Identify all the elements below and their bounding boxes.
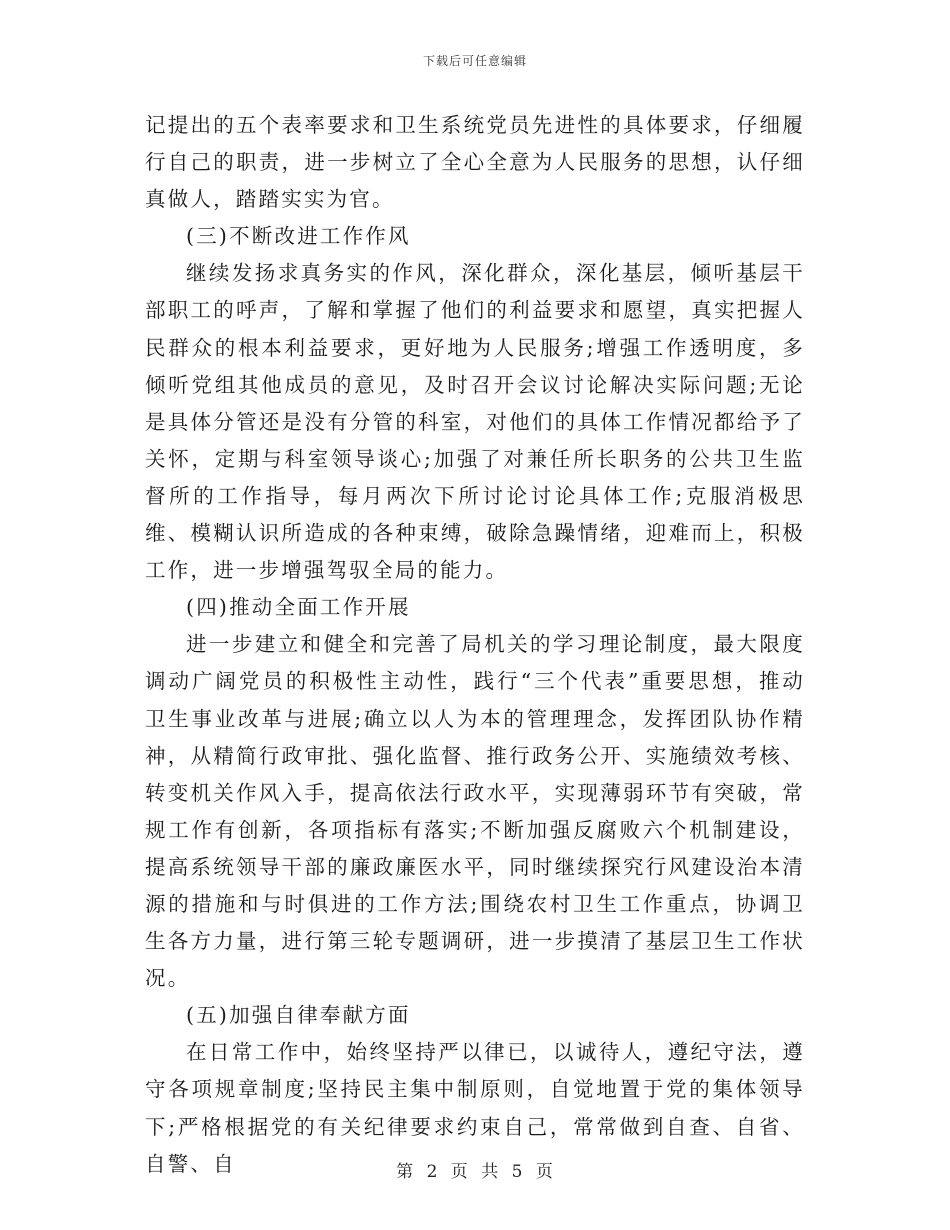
paragraph-section-4: 进一步建立和健全和完善了局机关的学习理论制度，最大限度调动广阔党员的积极性主动性，践行“三个代表”重要思想，推动卫生事业改革与进展;确立以人为本的管理理念，发挥团队协作精神，从精简行政审批、强化监督、推行政务公开、实施绩效考核、转变机关作风入手，提高依法行政水平，实现薄弱环节有突破，常规工作有创新，各项指标有落实;不断加强反腐败六个机制建设，提高系统领导干部的廉政廉医水平，同时继续探究行风建设治本清源的措施和与时俱进的工作方法;围绕农村卫生工作重点，协调卫生各方力量，进行第三轮专题调研，进一步摸清了基层卫生工作状况。 (145, 632, 805, 991)
page-number-footer: 第 2 页 共 5 页 (396, 1162, 554, 1182)
paragraph-section-5: 在日常工作中，始终坚持严以律已，以诚待人，遵纪守法，遵守各项规章制度;坚持民主集中制原则，自觉地置于党的集体领导下;严格根据党的有关纪律要求约束自己，常常做到自查、自省、自警、自 (145, 1040, 805, 1176)
section-heading-4: (四)推动全面工作开展 (186, 595, 411, 620)
document-body (145, 107, 805, 1183)
paragraph-continued: 记提出的五个表率要求和卫生系统党员先进性的具体要求，仔细履行自己的职责，进一步树立了全心全意为人民服务的思想，认仔细真做人，踏踏实实为官。 (145, 113, 805, 212)
paragraph-section-3: 继续发扬求真务实的作风，深化群众，深化基层，倾听基层干部职工的呼声，了解和掌握了他们的利益要求和愿望，真实把握人民群众的根本利益要求，更好地为人民服务;增强工作透明度，多倾听党组其他成员的意见，及时召开会议讨论解决实际问题;无论是具体分管还是没有分管的科室，对他们的具体工作情况都给予了关怀，定期与科室领导谈心;加强了对兼任所长职务的公共卫生监督所的工作指导，每月两次下所讨论讨论具体工作;克服消极思维、模糊认识所造成的各种束缚，破除急躁情绪，迎难而上，积极工作，进一步增强驾驭全局的能力。 (145, 261, 805, 583)
section-heading-3: (三)不断改进工作作风 (186, 224, 411, 249)
page-header: 下载后可任意编辑 (422, 54, 527, 68)
section-heading-5: (五)加强自律奉献方面 (186, 1003, 411, 1028)
